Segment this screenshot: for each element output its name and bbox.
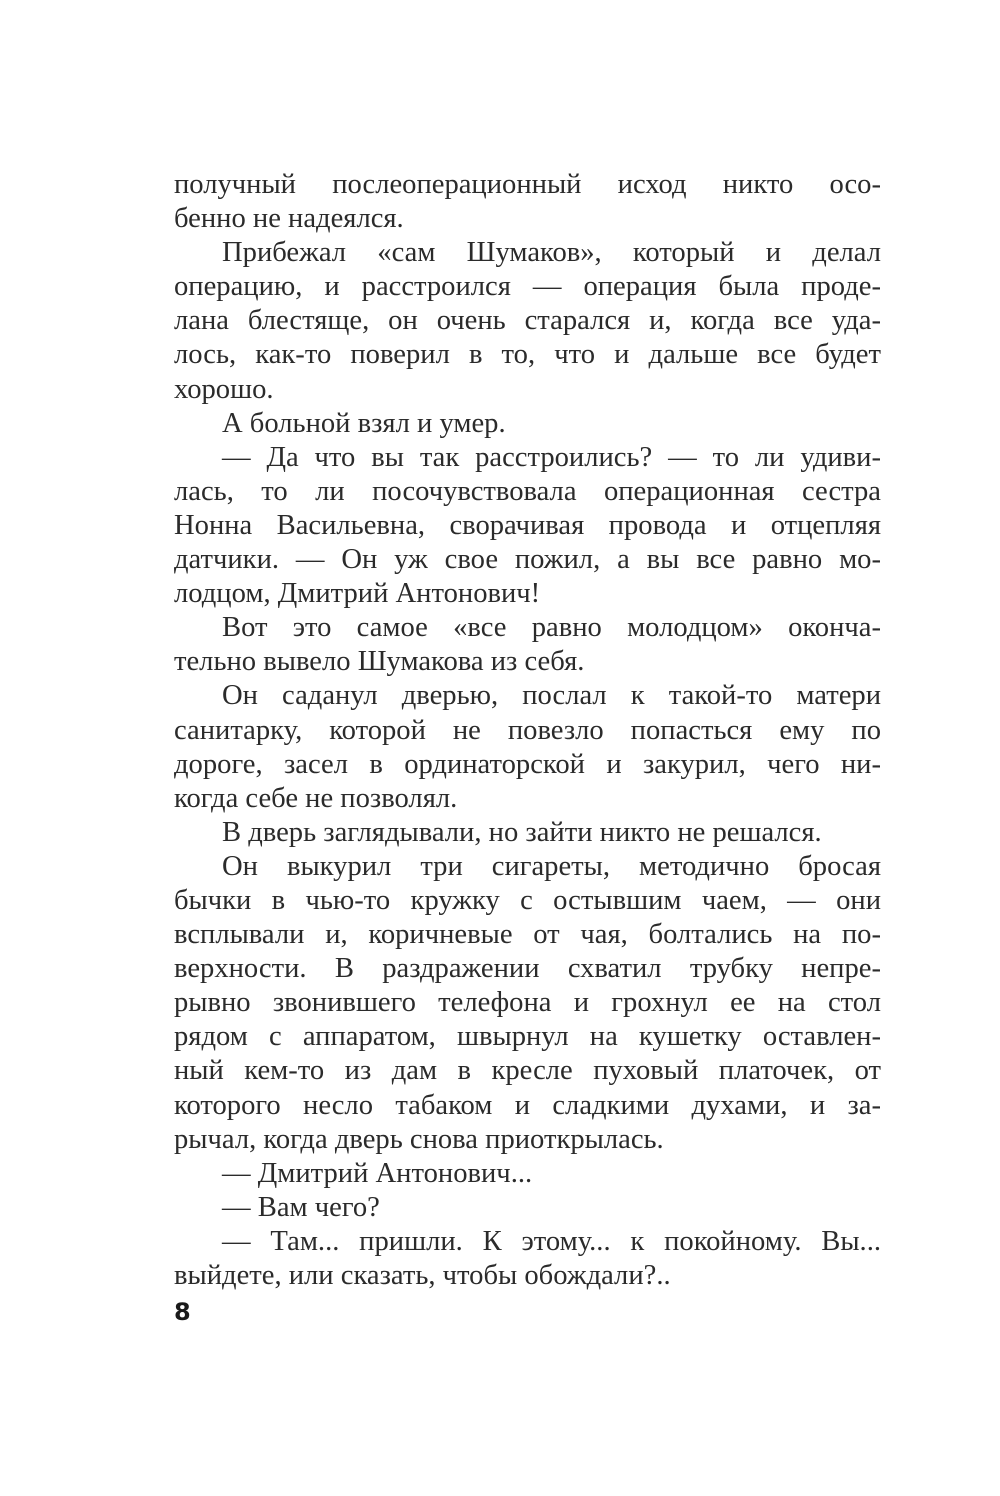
text-line: получный послеоперационный исход никто осо- <box>174 169 881 200</box>
paragraph <box>174 1191 881 1225</box>
text-line: лась, то ли посочувствовала операционная сестра <box>174 475 881 507</box>
text-line: — Да что вы так расстроились? — то ли удиви- <box>222 441 881 473</box>
text-line: — Вам чего? <box>222 1191 380 1223</box>
text-line: санитарку, которой не повезло попасться ему по <box>174 714 881 746</box>
text-line: лана блестяще, он очень старался и, когда все уда- <box>174 305 881 337</box>
text-line: Нонна Васильевна, сворачивая провода и отцепляя <box>174 509 881 541</box>
body-text <box>174 168 881 1293</box>
paragraph <box>174 441 881 611</box>
text-line: рычал, когда дверь снова приоткрылась. <box>174 1123 664 1155</box>
text-line: верхности. В раздражении схватил трубку непре- <box>174 953 881 985</box>
text-line: датчики. — Он уж свое пожил, а вы все равно мо- <box>174 544 881 576</box>
paragraph <box>174 850 881 1157</box>
paragraph <box>174 168 881 236</box>
paragraph <box>174 816 881 850</box>
text-line: операцию, и расстроился — операция была проде- <box>174 271 881 303</box>
paragraph <box>174 611 881 679</box>
text-line: ный кем-то из дам в кресле пуховый платочек, от <box>174 1055 881 1087</box>
text-line: рывно звонившего телефона и грохнул ее на стол <box>174 987 881 1019</box>
text-line: — Дмитрий Антонович... <box>222 1157 533 1189</box>
text-line: лось, как-то поверил в то, что и дальше все будет <box>174 339 881 371</box>
text-line: В дверь заглядывали, но зайти никто не решался. <box>222 816 822 848</box>
text-line: всплывали и, коричневые от чая, болтались на по- <box>174 919 881 951</box>
text-line: дороге, засел в ординаторской и закурил, чего ни- <box>174 748 881 780</box>
paragraph <box>174 1157 881 1191</box>
text-line: бенно не надеялся. <box>174 203 404 235</box>
text-line: — Там... пришли. К этому... к покойному. Вы... <box>222 1225 881 1257</box>
text-line: Он саданул дверью, послал к такой-то матери <box>222 680 881 712</box>
page-number: 8 <box>174 1298 191 1326</box>
paragraph <box>174 679 881 815</box>
text-line: Вот это самое «все равно молодцом» оконча- <box>222 612 881 644</box>
text-line: рядом с аппаратом, швырнул на кушетку оставлен- <box>174 1021 881 1053</box>
text-line: бычки в чью-то кружку с остывшим чаем, — они <box>174 884 881 916</box>
text-line: которого несло табаком и сладкими духами, и за- <box>174 1089 881 1121</box>
paragraph <box>174 236 881 406</box>
text-line: Он выкурил три сигареты, методично бросая <box>222 850 881 882</box>
text-line: Прибежал «сам Шумаков», который и делал <box>222 237 881 269</box>
text-line: А больной взял и умер. <box>222 407 506 439</box>
text-line: выйдете, или сказать, чтобы обождали?.. <box>174 1260 671 1291</box>
text-line: хорошо. <box>174 373 274 405</box>
text-line: когда себе не позволял. <box>174 782 458 814</box>
paragraph <box>174 1225 881 1293</box>
text-line: тельно вывело Шумакова из себя. <box>174 646 585 678</box>
text-line: лодцом, Дмитрий Антонович! <box>174 578 541 610</box>
paragraph <box>174 407 881 441</box>
